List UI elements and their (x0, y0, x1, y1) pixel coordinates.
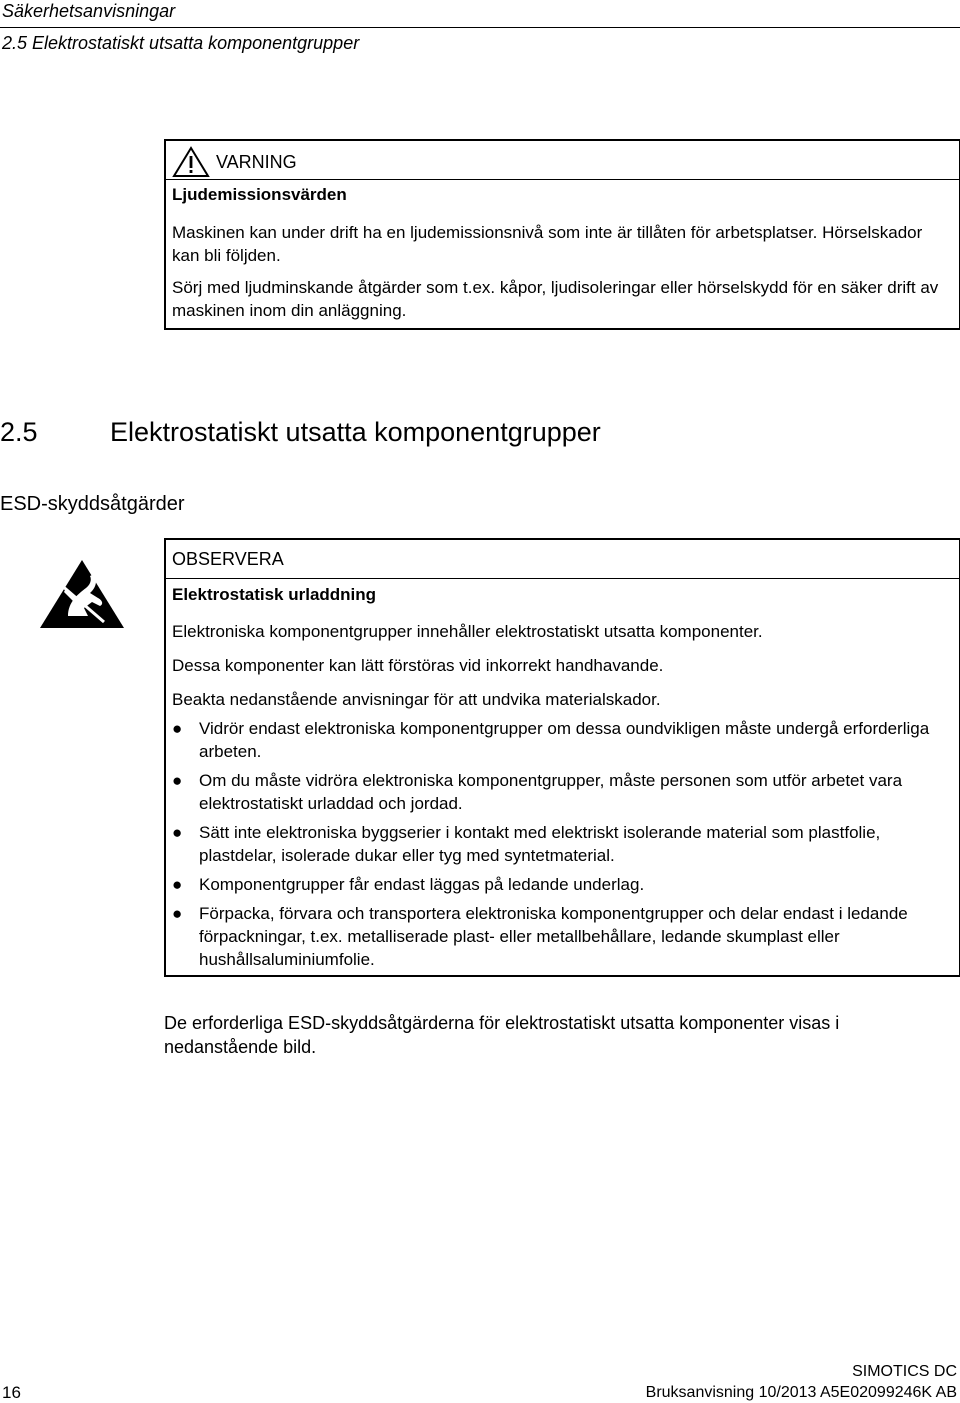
list-item-text: Förpacka, förvara och transportera elektroniska komponentgrupper och delar endast i ledande förpackningar, t.ex. metalliserade plast- eller metallbehållare, ledande skumplast eller hushållsaluminiumfolie. (199, 904, 908, 969)
warning-box (164, 139, 960, 330)
warning-header (172, 149, 297, 175)
subheading: ESD-skyddsåtgärder (0, 493, 185, 515)
bullet-icon: ● (172, 719, 183, 738)
bullet-icon: ● (172, 823, 183, 842)
bullet-icon: ● (172, 771, 183, 790)
section-title: 2.5 Elektrostatiskt utsatta komponentgrupper (2, 33, 360, 53)
list-item-text: Komponentgrupper får endast läggas på ledande underlag. (199, 875, 645, 894)
warning-header-rule (166, 179, 959, 180)
notice-line: Beakta nedanstående anvisningar för att undvika materialskador. (172, 690, 661, 709)
warning-label: VARNING (216, 151, 297, 172)
section-heading (0, 417, 601, 448)
notice-title: Elektrostatisk urladdning (172, 585, 377, 604)
list-item-text: Sätt inte elektroniska byggserier i kontakt med elektriskt isolerande material som plastfolie, plastdelar, isolerade dukar eller tyg med syntetmaterial. (199, 823, 881, 865)
footer-product: SIMOTICS DC (852, 1363, 957, 1380)
list-item-text: Vidrör endast elektroniska komponentgrupper om dessa oundvikligen måste undergå erforderliga arbeten. (199, 719, 930, 761)
section-heading-title: Elektrostatiskt utsatta komponentgrupper (110, 417, 601, 447)
header-rule (0, 27, 960, 28)
warning-paragraph-1: Maskinen kan under drift ha en ljudemissionsnivå som inte är tillåten för arbetsplatser. Hörselskador kan bli följden. (172, 223, 923, 265)
notice-box (164, 538, 960, 977)
bullet-icon: ● (172, 875, 183, 894)
notice-header-rule (166, 578, 959, 579)
list-item-text: Om du måste vidröra elektroniska komponentgrupper, måste personen som utför arbetet vara elektrostatiskt urladdad och jordad. (199, 771, 903, 813)
body-paragraph: De erforderliga ESD-skyddsåtgärderna för elektrostatiskt utsatta komponenter visas i nedanstående bild. (164, 1013, 840, 1057)
section-number: 2.5 (0, 417, 38, 447)
esd-warning-icon (38, 558, 126, 630)
footer-document: Bruksanvisning 10/2013 A5E02099246K AB (645, 1384, 957, 1401)
bullet-icon: ● (172, 904, 183, 923)
warning-title: Ljudemissionsvärden (172, 185, 347, 204)
page-number: 16 (2, 1383, 21, 1402)
warning-paragraph-2: Sörj med ljudminskande åtgärder som t.ex. kåpor, ljudisoleringar eller hörselskydd för en säker drift av maskinen inom din anläggning. (172, 278, 939, 320)
warning-triangle-icon (172, 146, 210, 178)
chapter-title: Säkerhetsanvisningar (2, 1, 176, 21)
notice-label: OBSERVERA (172, 549, 284, 569)
notice-line: Dessa komponenter kan lätt förstöras vid inkorrekt handhavande. (172, 656, 664, 675)
notice-line: Elektroniska komponentgrupper innehåller elektrostatiskt utsatta komponenter. (172, 622, 763, 641)
